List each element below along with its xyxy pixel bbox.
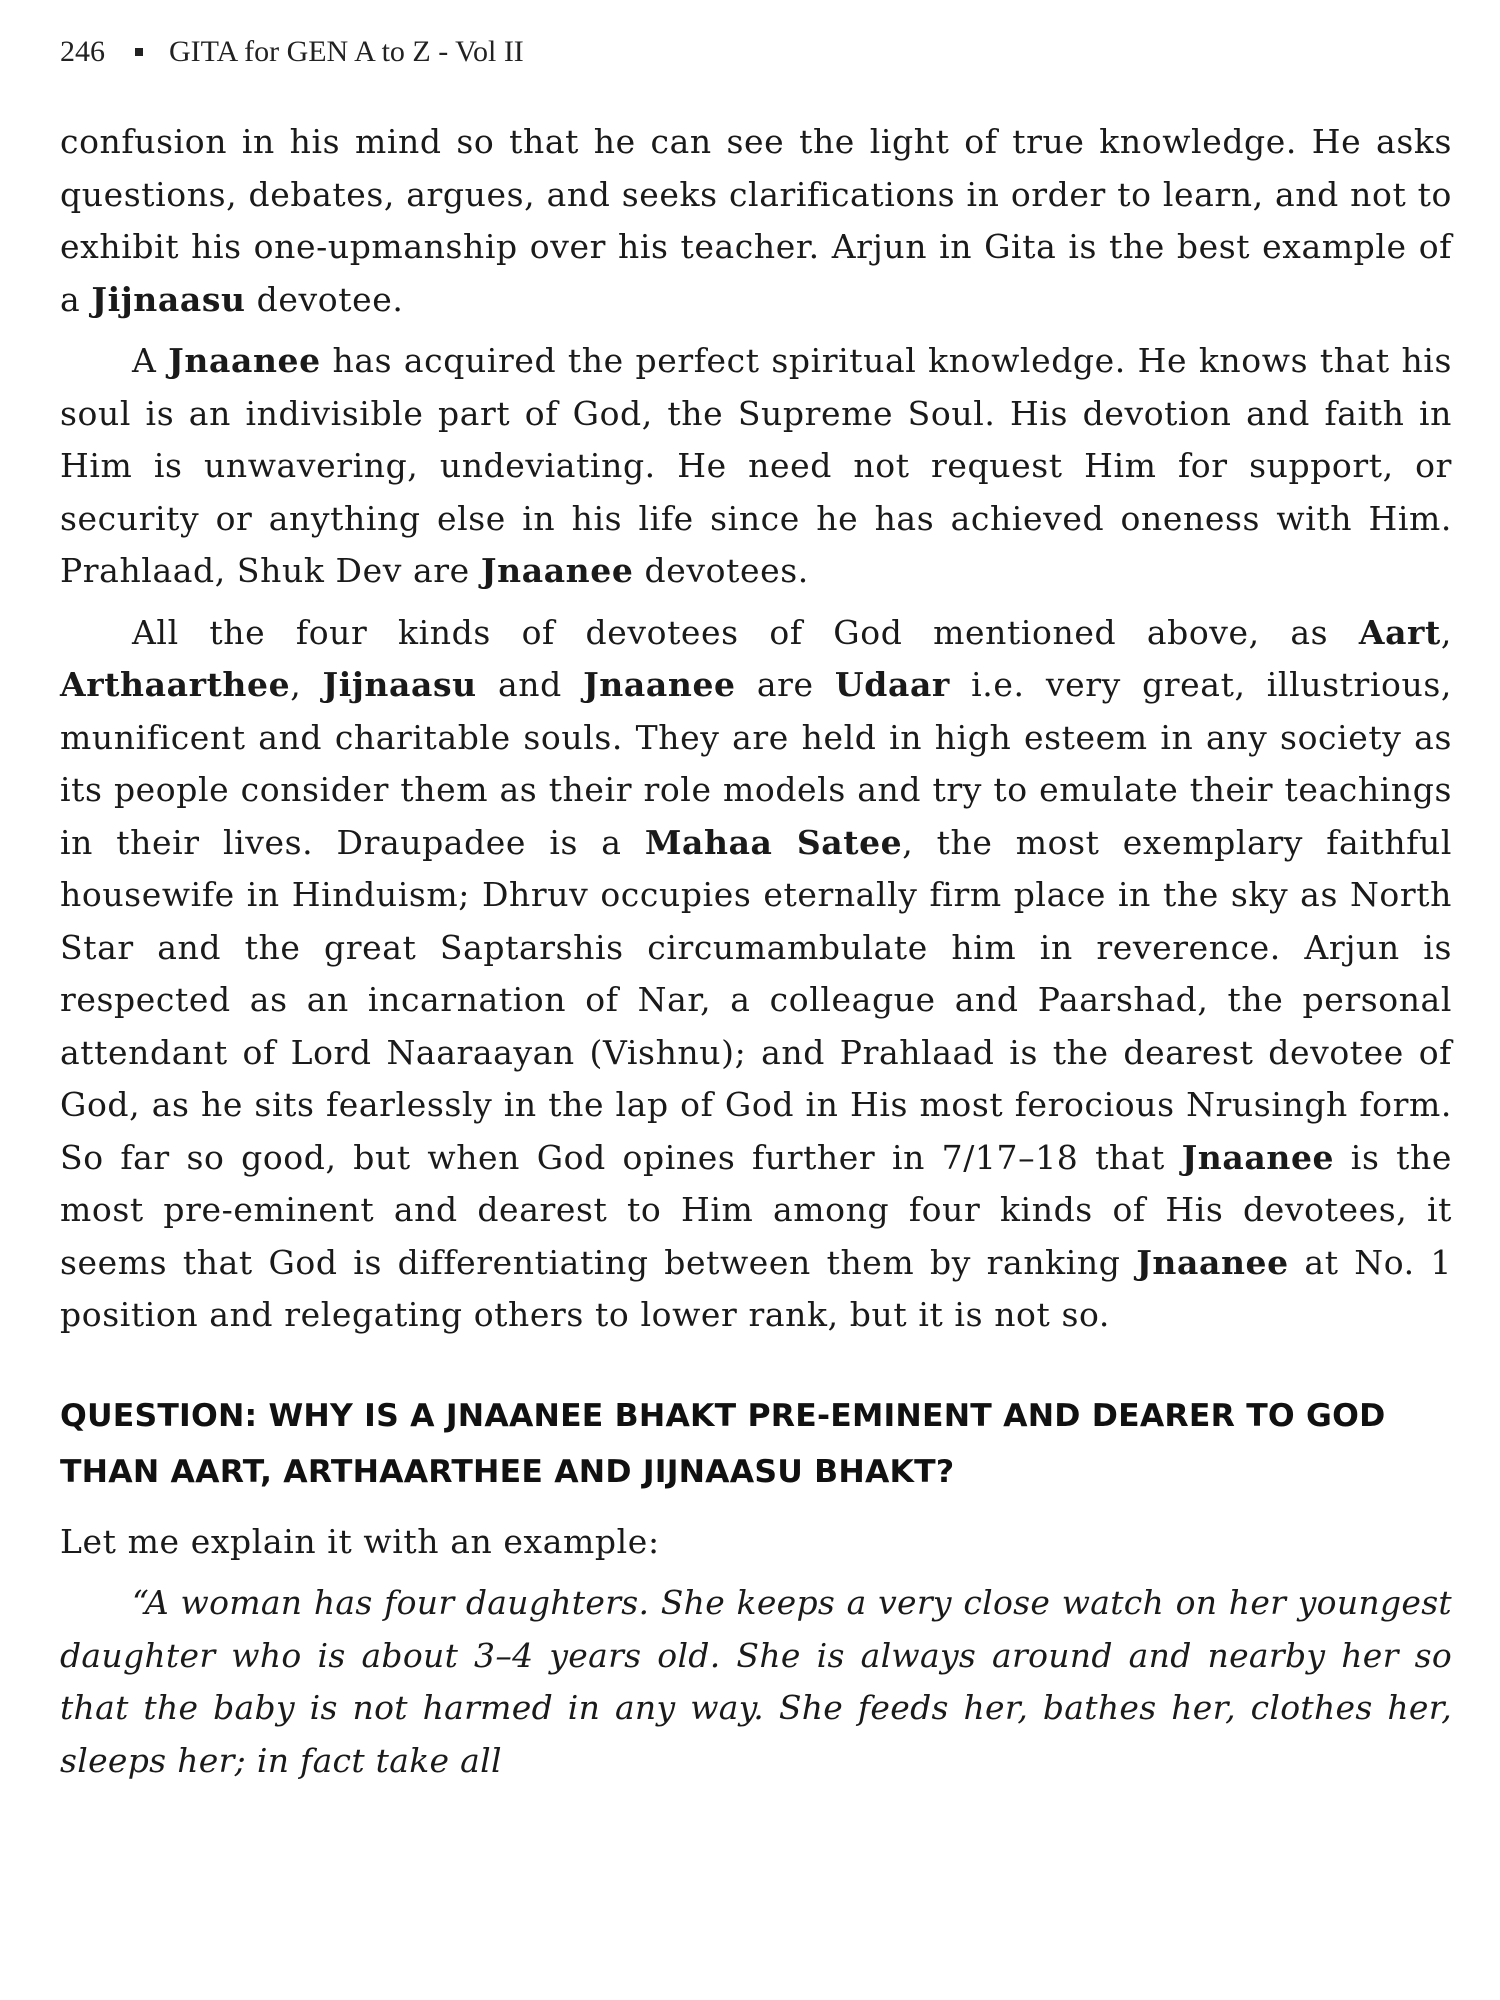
bullet-separator-icon <box>135 48 143 56</box>
text-run: devotee. <box>245 279 404 319</box>
example-quote: “A woman has four daughters. She keeps a very close watch on her youngest daughter who is about 3–4 years old. She is always around and nearby her so that the baby is not harmed in any way. She feeds her, bathes her, clothes her, sleeps her; in fact take all <box>60 1583 1452 1780</box>
paragraph-jnaanee <box>60 335 1452 598</box>
text-run: are <box>735 665 835 704</box>
bold-term: Jijnaasu <box>322 665 477 704</box>
book-title: GITA for GEN A to Z - Vol II <box>169 35 524 68</box>
paragraph-example-intro: Let me explain it with an example: <box>60 1521 660 1561</box>
page-number: 246 <box>60 35 105 68</box>
bold-term: Arthaarthee <box>60 665 291 704</box>
text-run: , <box>1440 612 1452 652</box>
bold-term: Jijnaasu <box>91 279 246 319</box>
main-text <box>60 116 1452 1342</box>
paragraph-four-devotees <box>60 607 1452 1342</box>
text-run: confusion in his mind so that he can see the light of true knowledge. He asks questions, debates, argues, and seeks clarifications in order to learn, and not to exhibit his one-upmanship over his teacher. Arjun in Gita is the best example of a <box>60 122 1452 319</box>
bold-term: Jnaanee <box>583 665 736 704</box>
bold-term: Jnaanee <box>1136 1242 1289 1282</box>
text-run: i.e. very great, illustrious, munificent and charitable souls. They are held in high esteem in any society as its people consider them as their role models and try to emulate their teachings in their lives. Draupadee is a <box>60 665 1452 862</box>
bold-term: Mahaa Satee <box>644 822 903 862</box>
text-run: and <box>476 665 584 704</box>
text-run: is the most pre-eminent and dearest to Him among four kinds of His devotees, it seems that God is differentiating between them by ranking <box>60 1137 1452 1282</box>
bold-term: Jnaanee <box>168 341 321 380</box>
running-header <box>60 28 1452 76</box>
bold-term: Jnaanee <box>480 551 634 590</box>
paragraph-jijnaasu <box>60 116 1452 326</box>
bold-term: Jnaanee <box>1181 1137 1335 1177</box>
text-run: A <box>132 341 169 380</box>
text-run: , the most exemplary faithful housewife in Hinduism; Dhruv occupies eternally firm place in the sky as North Star and the great Saptarshis circumambulate him in reverence. Arjun is respected as an incarnation of Nar, a colleague and Paarshad, the personal attendant of Lord Naaraayan (Vishnu); and Prahlaad is the dearest devotee of God, as he sits fearlessly in the lap of God in His most ferocious Nrusingh form. So far so good, but when God opines further in 7/17–18 that <box>60 822 1452 1177</box>
text-run: has acquired the perfect spiritual knowledge. He knows that his soul is an indivisible part of God, the Supreme Soul. His devotion and faith in Him is unwavering, undeviating. He need not request Him for support, or security or anything else in his life since he has achieved oneness with Him. Prahlaad, Shuk Dev are <box>60 341 1452 590</box>
bold-term: Udaar <box>834 665 950 704</box>
text-run: , <box>290 665 323 704</box>
bold-term: Aart <box>1358 612 1441 652</box>
question-heading: QUESTION: WHY IS A JNAANEE BHAKT PRE-EMINENT AND DEARER TO GOD THAN AART, ARTHAARTHEE AND JIJNAASU BHAKT? <box>60 1397 1386 1490</box>
text-run: at No. 1 position and relegating others to lower rank, but it is not so. <box>60 1242 1452 1334</box>
text-run: All the four kinds of devotees of God mentioned above, as <box>132 612 1359 652</box>
text-run: devotees. <box>633 551 809 590</box>
